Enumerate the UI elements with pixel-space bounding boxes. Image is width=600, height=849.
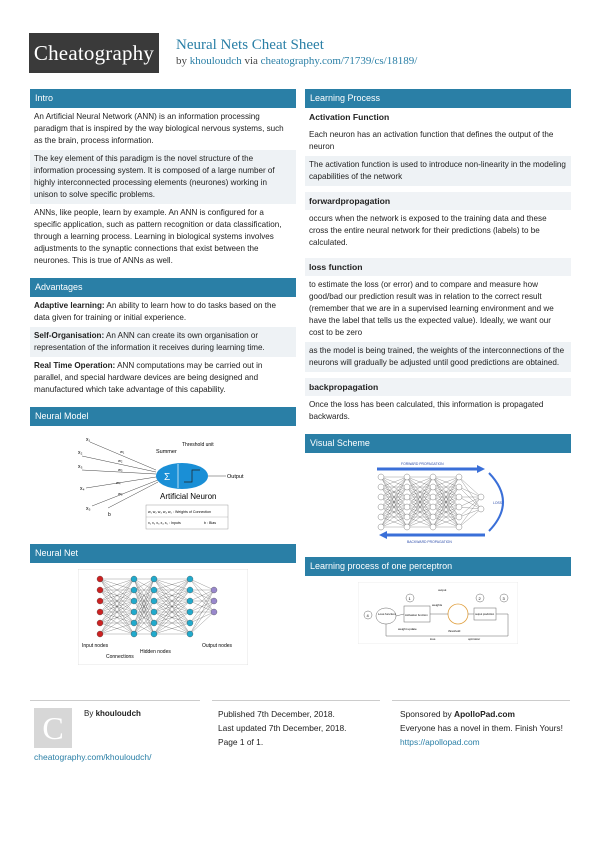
weight-label-w3: w₃ [118,467,123,472]
network-node [456,484,462,490]
network-node [404,474,410,480]
byline [176,55,417,67]
optimizer-label: optimizer [468,637,481,641]
page-footer [0,700,600,780]
visual-scheme-heading: Visual Scheme [305,434,571,453]
intro-section [30,89,296,270]
weight-label-w2: w₂ [118,458,123,463]
network-node [131,609,137,615]
network-node [131,620,137,626]
network-node [404,484,410,490]
network-node [404,494,410,500]
backward-propagation-label: BACKWARD PROPAGATION [407,540,452,544]
visual-scheme-section [305,434,571,549]
network-node [211,587,217,593]
network-node [478,506,484,512]
forward-paragraph: occurs when the network is exposed to the training data and these cross the entire neural network for their predictions (labels) to be calculated. [309,214,547,247]
neural-net-figure [30,563,296,669]
loss-label: loss [430,637,436,641]
network-node [456,514,462,520]
network-node [131,598,137,604]
footer-author-name[interactable]: khouloudch [95,709,141,718]
network-node [430,504,436,510]
network-node [97,620,103,626]
page-number: Page 1 of 1. [218,737,264,747]
output-label: output [438,588,447,592]
network-node [430,524,436,530]
right-column [305,89,571,656]
author-avatar: C [34,708,72,748]
input-label-x4: x₄ [80,486,85,492]
author-link[interactable]: khouloudch [189,55,242,67]
network-node [151,587,157,593]
intro-paragraph: ANNs, like people, learn by example. An ANN is configured for a specific application, such as pattern recognition or data classification, through a learning process. Learning in biological systems involves adjustments to the synaptic connections that exist between the neurones. This is true of ANNs as well. [34,208,282,265]
input-label-x3: x₃ [78,464,83,470]
network-node [151,598,157,604]
network-node [378,484,384,490]
perceptron-heading: Learning process of one perceptron [305,557,571,576]
output-prediction-label: output prediction [475,613,495,616]
advantage-text: ANN computations may be carried out in parallel, and special hardware devices are being designed and manufactured which take advantage of this capability. [34,361,263,394]
perceptron-figure [305,576,571,648]
network-node [131,576,137,582]
weight-update-label: weight update [398,627,417,631]
output-label: Output [227,474,244,480]
network-node [97,576,103,582]
bias-label: b [108,512,111,518]
visual-scheme-diagram [357,459,519,545]
network-node [378,524,384,530]
network-node [187,609,193,615]
artificial-neuron-label: Artificial Neuron [160,492,217,501]
page-title: Neural Nets Cheat Sheet [176,37,324,53]
neural-model-section [30,407,296,536]
network-node [187,587,193,593]
inputs-legend: x₁ x₂ x₃ x₄ x₅ : Inputs [148,521,181,525]
loss-arrow-label: LOSS [493,501,503,505]
network-node [97,598,103,604]
cheatography-logo[interactable]: Cheatography [29,33,159,73]
sigma-symbol: Σ [164,472,171,483]
network-node [211,598,217,604]
advantages-heading: Advantages [30,278,296,297]
network-node [456,474,462,480]
network-node [97,587,103,593]
neural-net-section [30,544,296,669]
step-four-marker: 4 [366,613,369,618]
perceptron-section [305,557,571,648]
forwardpropagation-title: forwardpropagation [305,192,571,210]
weights-label: weights [432,603,443,607]
intro-paragraph: The key element of this paradigm is the novel structure of the information processing system. It is composed of a large number of highly interconnected processing elements (neurones) working in unison to solve specific problems. [30,150,296,204]
neural-net-heading: Neural Net [30,544,296,563]
page-header [0,0,600,80]
loss-function-node-label: Loss function [378,612,396,616]
input-label-x1: x₁ [86,437,91,443]
neural-model-heading: Neural Model [30,407,296,426]
input-label-x5: x₅ [86,506,91,512]
advantage-text: An ability to learn how to do tasks based on the data given for training or initial experience. [34,301,277,322]
network-node [151,631,157,637]
learning-process-heading: Learning Process [305,89,571,108]
network-node [378,504,384,510]
sponsor-line [400,707,570,721]
sponsor-url[interactable]: https://apollopad.com [400,737,480,747]
step-one-marker: 1 [408,596,411,601]
network-node [430,474,436,480]
weight-label-w5: w₅ [118,491,123,496]
updated-date: Last updated 7th December, 2018. [218,723,347,733]
network-node [430,494,436,500]
learning-process-section [305,89,571,426]
sponsor-info [400,707,570,749]
loss-paragraph: to estimate the loss (or error) and to compare and measure how good/bad our prediction result was in relation to the correct result (remember that we are in a supervised learning environment and we have the label that tells us the expected value). Ideally, we want our cost to be zero [309,280,554,337]
visual-scheme-figure [305,453,571,549]
network-node [151,620,157,626]
activation-function-title: Activation Function [309,112,390,122]
back-paragraph: Once the loss has been calculated, this information is propagated backwards. [309,400,544,421]
network-node [430,514,436,520]
bias-legend: b : Bias [204,521,216,525]
connections-label: Connections [106,654,134,660]
input-nodes-label: Input nodes [82,643,109,649]
weight-label-w4: w₄ [116,480,121,485]
footer-divider [212,700,380,701]
intro-paragraph: An Artificial Neural Network (ANN) is an information processing paradigm that is inspired by the way biological nervous systems, such as the brain, process information. [34,112,284,145]
footer-divider [30,700,200,701]
network-node [151,576,157,582]
step-two-marker: 2 [478,596,481,601]
neural-net-diagram [78,569,248,665]
footer-author-url[interactable]: cheatography.com/khouloudch/ [34,752,152,762]
weight-label-w1: w₁ [120,449,125,454]
advantage-term: Self-Organisation: [34,331,105,340]
threshold-label: threshold [448,629,461,633]
network-node [97,609,103,615]
footer-divider [392,700,570,701]
activation-paragraph: The activation function is used to introduce non-linearity in the modeling capabilities of the network [305,156,571,186]
network-node [404,524,410,530]
loss-function-title: loss function [305,258,571,276]
advantage-term: Real Time Operation: [34,361,116,370]
network-node [131,631,137,637]
left-column [30,89,296,677]
sponsor-prefix: Sponsored by [400,709,452,719]
by-prefix: by [176,55,187,67]
sponsor-name[interactable]: ApolloPad.com [454,709,515,719]
via-text: via [244,55,258,67]
network-node [378,494,384,500]
network-node [404,504,410,510]
step-three-marker: 3 [502,596,505,601]
advantage-term: Adaptive learning: [34,301,105,310]
intro-heading: Intro [30,89,296,108]
network-node [131,587,137,593]
network-node [430,484,436,490]
activation-paragraph: Each neuron has an activation function that defines the output of the neuron [309,130,554,151]
artificial-neuron-diagram [78,432,248,532]
publication-info [218,707,347,749]
network-node [211,609,217,615]
output-nodes-label: Output nodes [202,643,233,649]
sheet-url-link[interactable]: cheatography.com/71739/cs/18189/ [260,55,418,67]
perceptron-diagram [358,582,518,644]
network-node [187,631,193,637]
published-date: Published 7th December, 2018. [218,709,335,719]
network-node [151,609,157,615]
input-label-x2: x₂ [78,450,83,456]
footer-author [84,709,141,718]
network-node [187,576,193,582]
network-node [97,631,103,637]
advantages-section [30,278,296,399]
network-node [456,504,462,510]
advantage-item [30,327,296,357]
network-node [404,514,410,520]
network-node [456,524,462,530]
loss-paragraph: as the model is being trained, the weights of the interconnections of the neurons will gradually be adjusted until good predictions are obtained. [305,342,571,372]
network-node [378,514,384,520]
weights-legend: w₁ w₂ w₃ w₄ w₅ : Weights of Connection [148,510,212,514]
advantage-item [30,297,296,327]
sponsor-tagline: Everyone has a novel in them. Finish Yours! [400,723,563,733]
threshold-label: Threshold unit [182,442,214,448]
forward-propagation-label: FORWARD PROPAGATION [401,462,444,466]
neural-model-figure [30,426,296,536]
network-node [478,494,484,500]
by-label: By [84,709,94,718]
activation-function-label: Activation function [405,613,428,617]
backpropagation-title: backpropagation [305,378,571,396]
network-node [187,598,193,604]
hidden-nodes-label: Hidden nodes [140,649,171,655]
network-node [378,474,384,480]
summer-label: Summer [156,449,177,455]
network-node [456,494,462,500]
advantage-text: An ANN can create its own organisation or representation of the information it receives during learning time. [34,331,265,352]
network-node [187,620,193,626]
advantage-item [30,357,296,399]
